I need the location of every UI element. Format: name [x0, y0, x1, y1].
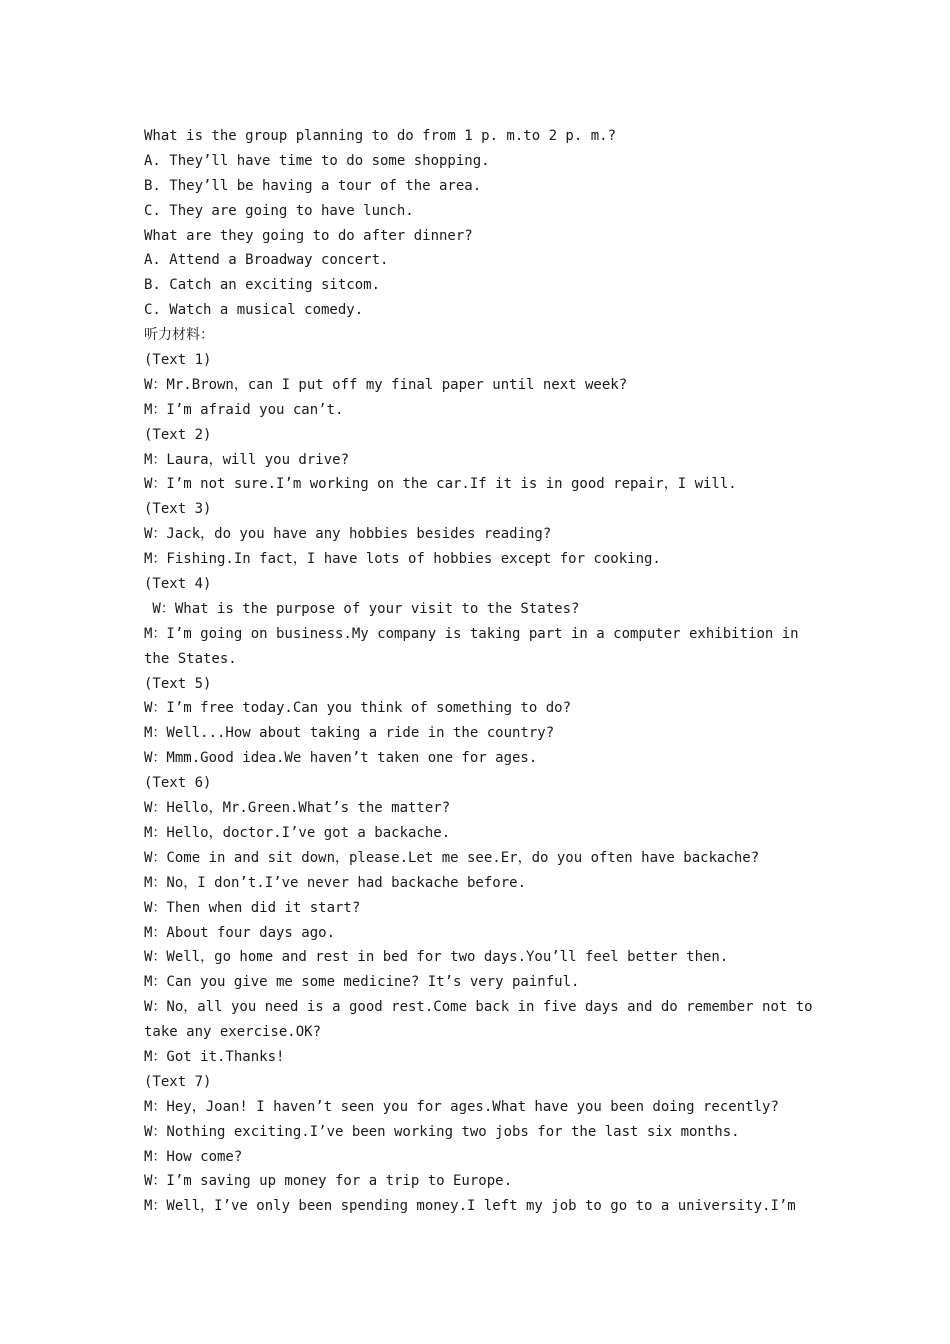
text-line: 听力材料：	[144, 327, 214, 344]
text-line: W：No，all you need is a good rest.Come back in five days and do remember not to	[144, 999, 813, 1016]
text-line: W：I’m saving up money for a trip to Europe.	[144, 1173, 513, 1190]
text-line: W：Mr.Brown，can I put off my final paper until next week?	[144, 376, 628, 393]
text-line: M：How come?	[144, 1148, 243, 1165]
text-line: W：I’m free today.Can you think of something to do?	[144, 700, 572, 717]
text-line: W：I’m not sure.I’m working on the car.If it is in good repair，I will.	[144, 476, 737, 493]
text-line: What are they going to do after dinner?	[144, 227, 473, 244]
text-line: C. Watch a musical comedy.	[144, 302, 364, 319]
text-line: M：Well，I’ve only been spending money.I left my job to go to a university.I’m	[144, 1198, 796, 1215]
text-line: the States.	[144, 650, 237, 667]
text-line: M：Can you give me some medicine? It’s very painful.	[144, 974, 580, 991]
text-line: M：Hey，Joan! I haven’t seen you for ages.What have you been doing recently?	[144, 1098, 779, 1115]
text-line: (Text 4)	[144, 576, 212, 593]
text-line: A. They’ll have time to do some shopping.	[144, 152, 490, 169]
text-line: M：Got it.Thanks!	[144, 1048, 285, 1065]
text-line: W：Well，go home and rest in bed for two days.You’ll feel better then.	[144, 949, 729, 966]
text-line: W：What is the purpose of your visit to the States?	[144, 600, 580, 617]
text-line: M：Fishing.In fact，I have lots of hobbies except for cooking.	[144, 551, 661, 568]
text-line: M：No，I don’t.I’ve never had backache before.	[144, 874, 527, 891]
text-line: (Text 1)	[144, 352, 212, 369]
text-line: (Text 7)	[144, 1073, 212, 1090]
text-line: M：About four days ago.	[144, 924, 336, 941]
text-line: W：Mmm.Good idea.We haven’t taken one for ages.	[144, 750, 538, 767]
text-line: M：I’m afraid you can’t.	[144, 401, 344, 418]
text-line: What is the group planning to do from 1 p. m.to 2 p. m.?	[144, 128, 617, 144]
text-line: (Text 3)	[144, 501, 212, 518]
text-line: C. They are going to have lunch.	[144, 202, 414, 219]
text-line: M：Hello，doctor.I’ve got a backache.	[144, 824, 451, 841]
text-line: W：Come in and sit down，please.Let me see.Er，do you often have backache?	[144, 849, 760, 866]
text-line: W：Jack，do you have any hobbies besides reading?	[144, 526, 552, 543]
text-line: W：Nothing exciting.I’ve been working two jobs for the last six months.	[144, 1123, 740, 1140]
text-line: W：Hello，Mr.Green.What’s the matter?	[144, 800, 451, 817]
text-line: W：Then when did it start?	[144, 899, 361, 916]
text-line: M：Laura，will you drive?	[144, 451, 350, 468]
text-line: B. They’ll be having a tour of the area.	[144, 177, 482, 194]
text-line: M：I’m going on business.My company is taking part in a computer exhibition in	[144, 625, 799, 642]
document-body	[144, 124, 814, 1219]
text-line: (Text 6)	[144, 775, 212, 792]
text-line: A. Attend a Broadway concert.	[144, 252, 389, 269]
text-line: M：Well...How about taking a ride in the country?	[144, 725, 555, 742]
text-line: take any exercise.OK?	[144, 1024, 322, 1041]
text-line: (Text 2)	[144, 426, 212, 443]
text-line: (Text 5)	[144, 675, 212, 692]
text-line: B. Catch an exciting sitcom.	[144, 277, 381, 294]
